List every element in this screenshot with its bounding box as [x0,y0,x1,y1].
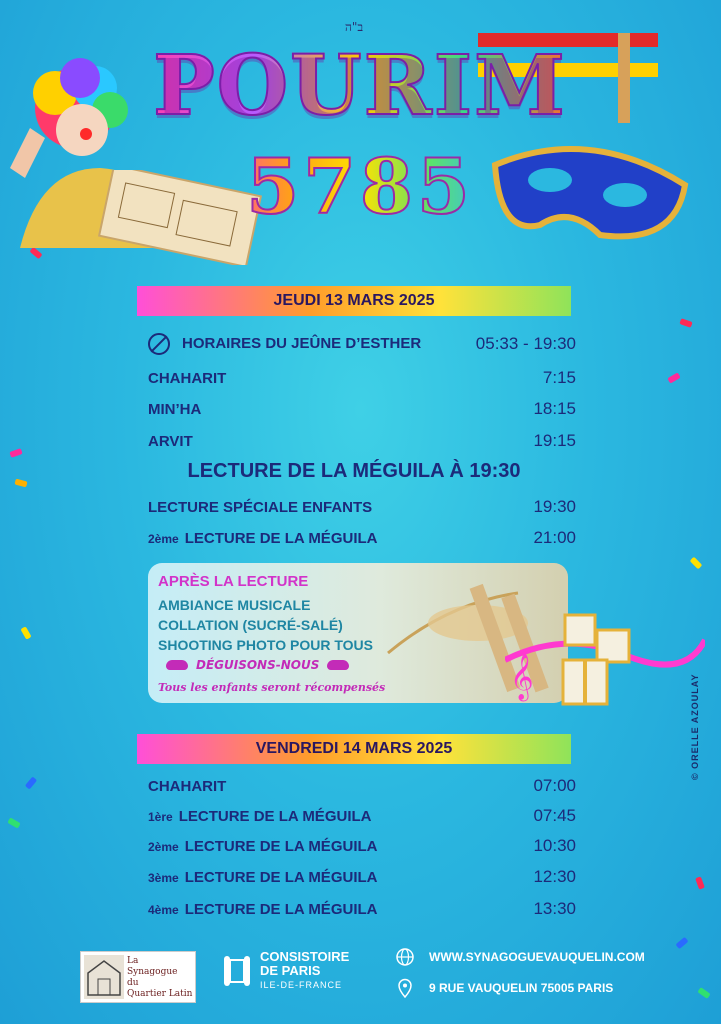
reading-label: LECTURE DE LA MÉGUILA [184,900,378,918]
confetti [690,557,703,570]
synagogue-logo [80,951,196,1003]
reading-label: LECTURE DE LA MÉGUILA [184,837,378,855]
after-item: SHOOTING PHOTO POUR TOUS [158,637,373,653]
ordinal: 1ère [148,809,173,824]
schedule-row [148,368,576,388]
main-reading-title: LECTURE DE LA MÉGUILA À 19:30 [187,460,521,482]
confetti [20,626,31,639]
friday-date-banner: VENDREDI 14 MARS 2025 [137,734,571,764]
title: POURIM [150,38,570,134]
confetti [679,318,692,328]
second-reading-row [148,528,576,548]
consistoire-line1: CONSISTOIRE [260,949,350,964]
after-reading-title: APRÈS LA LECTURE [158,573,309,590]
logo-line: La [127,956,139,966]
row-time: 18:15 [533,399,576,418]
reading-row [148,867,576,887]
reading-row [148,806,576,826]
logo-line: Synagogue [127,967,178,977]
schedule-row [148,431,576,451]
fast-hours-time: 05:33 - 19:30 [475,334,576,353]
mask-icon [166,660,188,670]
reading-row [148,899,576,919]
kids-reading-time: 19:30 [533,497,576,516]
after-item: COLLATION (SUCRÉ-SALÉ) [158,617,343,633]
year: 5785 [220,142,500,231]
friday-chaharit-row [148,776,576,796]
thursday-date-banner: JEUDI 13 MARS 2025 [137,286,571,316]
ordinal: 2ème [148,839,179,854]
confetti [7,817,20,828]
reading-label-wrap [148,838,377,855]
website-link[interactable]: WWW.SYNAGOGUEVAUQUELIN.COM [429,950,645,964]
row-label: ARVIT [148,432,193,450]
globe-icon [395,947,415,967]
confetti [9,448,22,458]
synagogue-engraving-icon [84,955,124,999]
confetti [14,479,27,488]
second-reading-label-wrap [148,530,377,547]
kids-reading-row [148,497,576,517]
ordinal: 4ème [148,902,179,917]
reading-label-wrap [148,808,371,825]
fast-hours-label: HORAIRES DU JEÛNE D’ESTHER [182,334,422,352]
reading-time: 10:30 [533,836,576,855]
reading-time: 07:45 [533,806,576,825]
torah-scroll-icon [220,952,254,990]
reading-time: 12:30 [533,867,576,886]
confetti [667,372,680,383]
mask-icon [327,660,349,670]
no-food-icon [148,333,170,355]
reading-row [148,836,576,856]
fast-hours-label-wrap [148,333,421,355]
ordinal: 2ème [148,531,179,546]
mask-illustration [480,125,700,265]
after-item: AMBIANCE MUSICALE [158,597,311,613]
website-line [395,947,645,967]
disguise-line [166,658,349,672]
reading-label-wrap [148,901,377,918]
consistoire-logo [220,950,349,992]
second-reading-time: 21:00 [533,528,576,547]
photo-credit: © ORELLE AZOULAY [690,673,700,780]
consistoire-sub: ILE-DE-FRANCE [260,980,343,990]
second-reading-label: LECTURE DE LA MÉGUILA [184,529,378,547]
svg-text:𝄞: 𝄞 [510,654,534,700]
confetti [25,776,37,789]
kids-reading-label: LECTURE SPÉCIALE ENFANTS [148,498,373,516]
row-time: 19:15 [533,431,576,450]
confetti [695,876,705,889]
hebrew-mark: ב"ה [345,20,364,34]
schedule-row [148,399,576,419]
consistoire-line2: DE PARIS [260,963,321,978]
row-time: 07:00 [533,776,576,795]
location-pin-icon [395,978,415,998]
kids-reward-note: Tous les enfants seront récompensés [158,681,386,694]
address-line [395,978,613,998]
row-label: CHAHARIT [148,369,227,387]
confetti [697,987,710,999]
reading-time: 13:30 [533,899,576,918]
consistoire-text [260,950,349,992]
logo-line: du [127,978,139,988]
row-label: MIN’HA [148,400,202,418]
gifts-and-music-illustration [505,600,705,720]
reading-label: LECTURE DE LA MÉGUILA [178,807,372,825]
reading-label-wrap [148,869,377,886]
ordinal: 3ème [148,870,179,885]
disguise-text: DÉGUISONS-NOUS [196,658,320,672]
logo-line: Quartier Latin [127,989,193,999]
synagogue-logo-text [127,956,192,1000]
address-text: 9 RUE VAUQUELIN 75005 PARIS [429,981,614,995]
confetti [675,937,688,949]
reading-label: LECTURE DE LA MÉGUILA [184,868,378,886]
fast-hours-row [148,333,576,355]
row-time: 7:15 [542,368,576,387]
row-label: CHAHARIT [148,777,227,795]
